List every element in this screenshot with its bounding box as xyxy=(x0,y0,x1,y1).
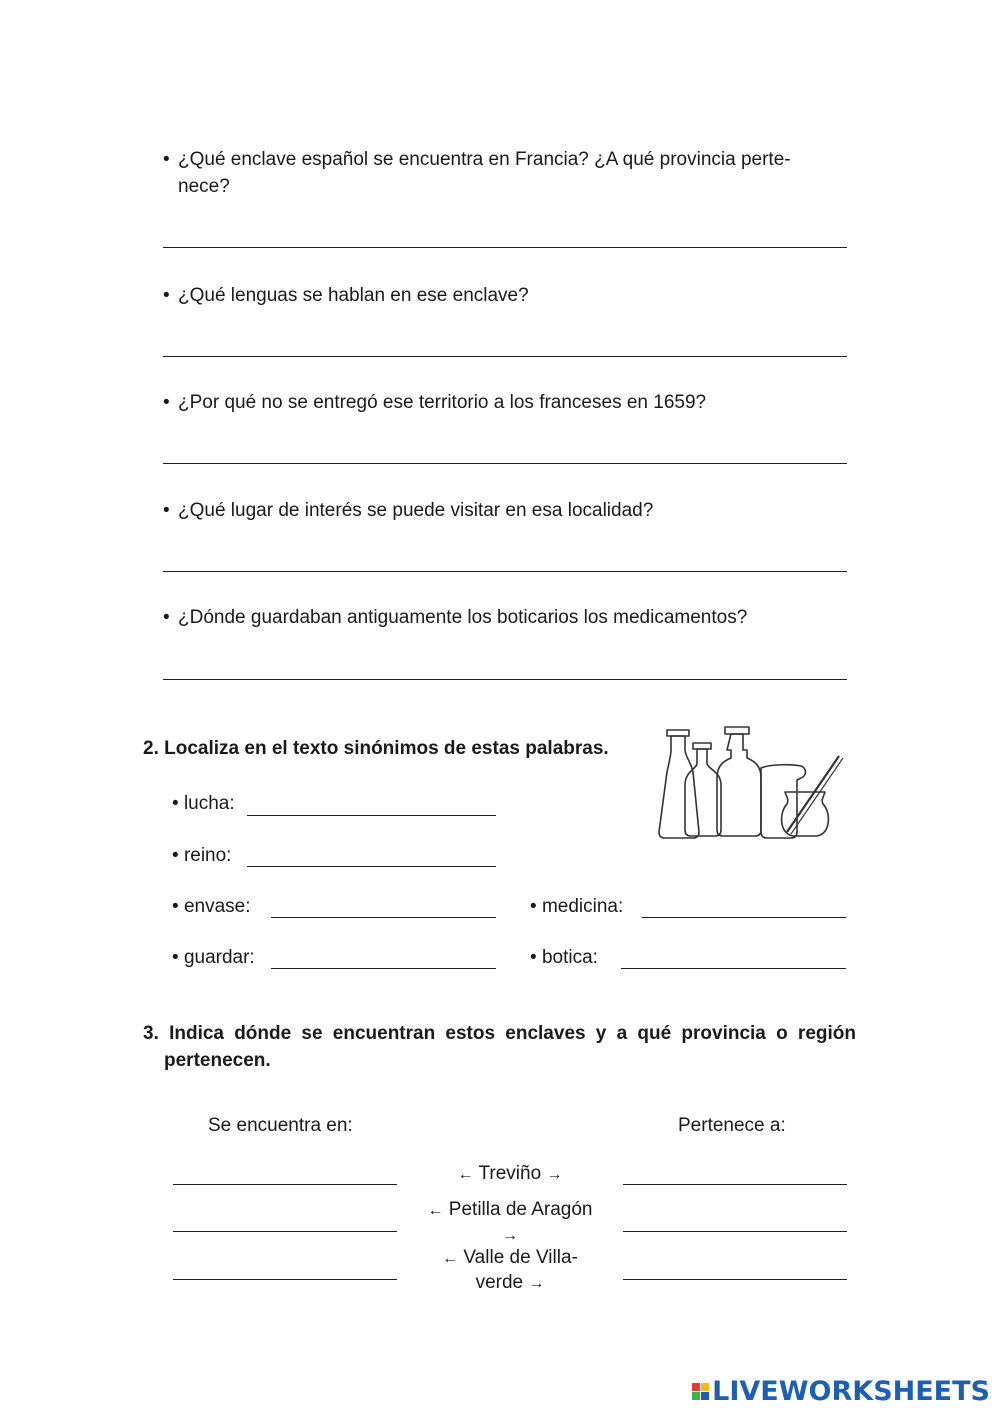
answer-line-right-3[interactable] xyxy=(623,1279,847,1280)
section3-title-line2: pertenecen. xyxy=(164,1050,271,1071)
left-arrow-icon: ← xyxy=(442,1250,459,1267)
synonym-item-envase xyxy=(172,896,250,918)
question-5 xyxy=(163,604,843,631)
column-header-left: Se encuentra en: xyxy=(208,1115,353,1136)
item-label: medicina: xyxy=(541,896,624,917)
answer-line-left-2[interactable] xyxy=(173,1231,397,1232)
liveworksheets-logo[interactable] xyxy=(692,1376,990,1407)
item-label: reino: xyxy=(183,845,232,866)
answer-line-envase[interactable] xyxy=(271,917,496,918)
question-3 xyxy=(163,389,843,416)
section3-title-line1: 3. Indica dónde se encuentran estos enclaves y a qué provincia o región xyxy=(143,1023,856,1044)
question-text: ¿Por qué no se entregó ese territorio a los franceses en 1659? xyxy=(178,392,707,413)
answer-line-right-1[interactable] xyxy=(623,1184,847,1185)
question-text-cont: nece? xyxy=(178,176,230,197)
bullet: • xyxy=(163,392,170,413)
bullet: • xyxy=(163,500,170,521)
synonym-item-reino xyxy=(172,845,231,867)
bullet: • xyxy=(163,607,170,628)
answer-line-4[interactable] xyxy=(163,571,847,572)
bullet: • xyxy=(172,845,179,866)
question-text: ¿Qué lenguas se hablan en ese enclave? xyxy=(178,285,529,306)
answer-line-left-3[interactable] xyxy=(173,1279,397,1280)
answer-line-3[interactable] xyxy=(163,463,847,464)
answer-line-medicina[interactable] xyxy=(642,917,846,918)
bullet: • xyxy=(530,896,537,917)
item-label: botica: xyxy=(541,947,598,968)
question-text: ¿Qué enclave español se encuentra en Francia? ¿A qué provincia perte- xyxy=(178,149,791,170)
bullet: • xyxy=(163,149,170,170)
question-text: ¿Qué lugar de interés se puede visitar en esa localidad? xyxy=(178,500,654,521)
bullet: • xyxy=(172,793,179,814)
section2-title: 2. Localiza en el texto sinónimos de estas palabras. xyxy=(143,738,609,759)
synonym-item-medicina xyxy=(530,896,623,918)
right-arrow-icon: → xyxy=(546,1166,563,1183)
right-arrow-icon: → xyxy=(528,1275,545,1292)
logo-squares-icon xyxy=(692,1383,709,1400)
enclave-trevino xyxy=(405,1163,615,1185)
enclave-name: Treviño xyxy=(478,1163,542,1184)
answer-line-reino[interactable] xyxy=(247,866,496,867)
enclave-petilla xyxy=(405,1198,615,1248)
answer-line-left-1[interactable] xyxy=(173,1184,397,1185)
left-arrow-icon: ← xyxy=(427,1202,444,1219)
item-label: envase: xyxy=(183,896,251,917)
synonym-item-guardar xyxy=(172,947,255,969)
bullet: • xyxy=(172,947,179,968)
question-1 xyxy=(163,146,843,200)
answer-line-1[interactable] xyxy=(163,247,847,248)
enclave-valle-villaverde xyxy=(405,1246,615,1296)
answer-line-2[interactable] xyxy=(163,356,847,357)
bottles-illustration xyxy=(655,722,845,842)
answer-line-lucha[interactable] xyxy=(247,815,496,816)
question-2 xyxy=(163,282,843,309)
bullet: • xyxy=(163,285,170,306)
bullet: • xyxy=(172,896,179,917)
right-arrow-icon: → xyxy=(502,1227,518,1244)
answer-line-botica[interactable] xyxy=(621,968,846,969)
enclave-name: Petilla de Aragón xyxy=(448,1199,593,1220)
question-4 xyxy=(163,497,843,524)
answer-line-guardar[interactable] xyxy=(271,968,496,969)
item-label: lucha: xyxy=(183,793,235,814)
answer-line-5[interactable] xyxy=(163,679,847,680)
left-arrow-icon: ← xyxy=(457,1166,474,1183)
brand-name: LIVEWORKSHEETS xyxy=(712,1376,990,1407)
item-label: guardar: xyxy=(183,947,255,968)
answer-line-right-2[interactable] xyxy=(623,1231,847,1232)
column-header-right: Pertenece a: xyxy=(678,1115,786,1136)
question-text: ¿Dónde guardaban antiguamente los boticarios los medicamentos? xyxy=(178,607,748,628)
enclave-name-line1: Valle de Villa- xyxy=(463,1247,578,1268)
synonym-item-botica xyxy=(530,947,598,969)
bullet: • xyxy=(530,947,537,968)
enclave-name-line2: verde xyxy=(475,1272,524,1293)
synonym-item-lucha xyxy=(172,793,235,815)
